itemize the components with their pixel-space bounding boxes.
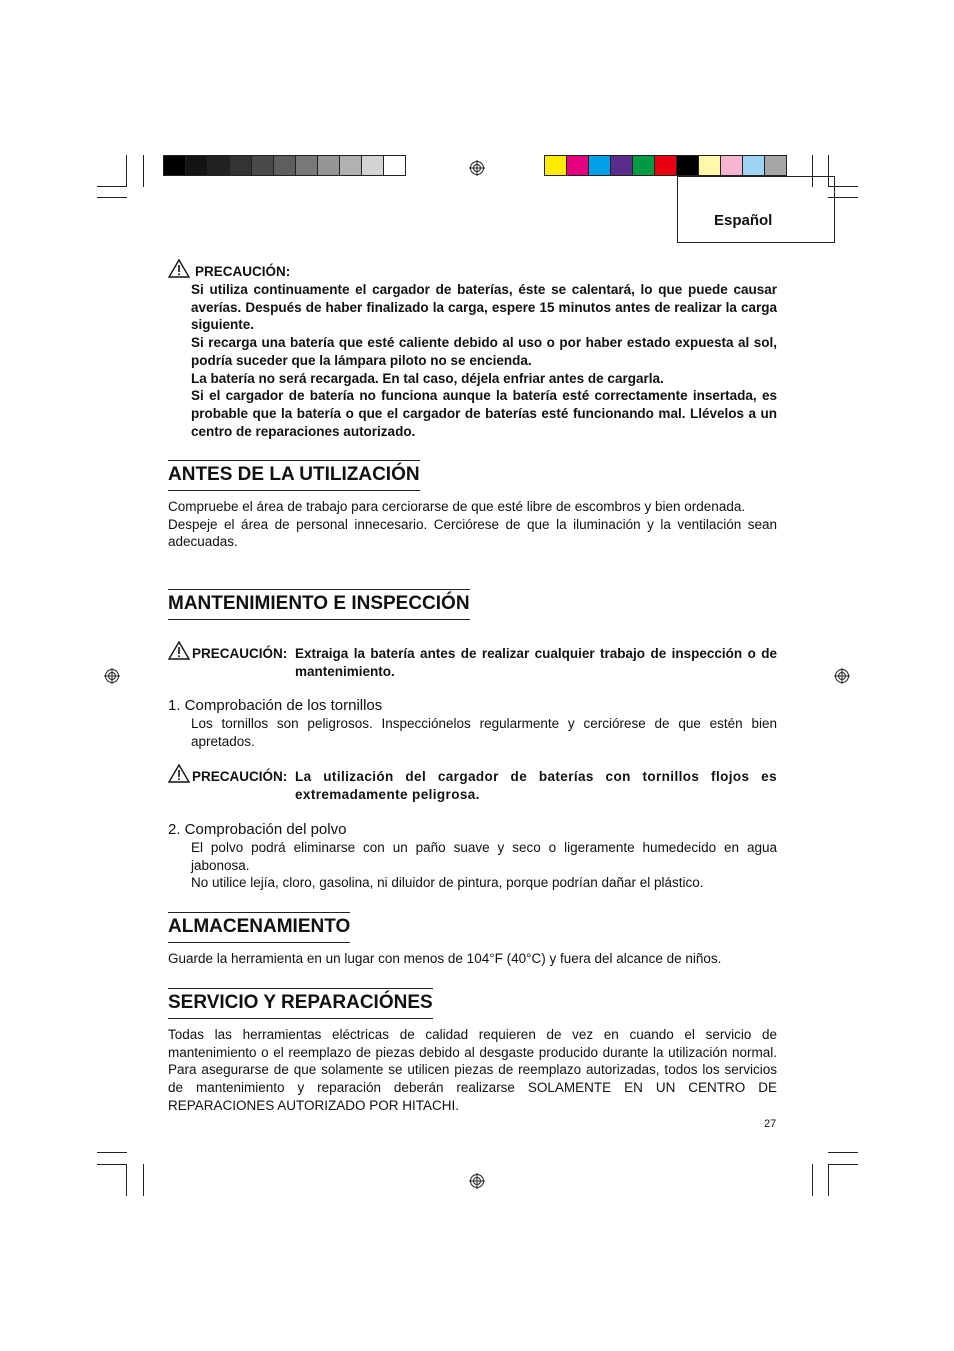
color-swatch — [566, 155, 589, 176]
registration-mark-icon — [469, 160, 485, 176]
color-swatch — [720, 155, 743, 176]
section-heading-mantenimiento: MANTENIMIENTO E INSPECCIÓN — [168, 589, 470, 620]
color-swatch — [698, 155, 721, 176]
page-number: 27 — [764, 1118, 777, 1130]
color-swatch — [654, 155, 677, 176]
section-heading-antes: ANTES DE LA UTILIZACIÓN — [168, 460, 420, 491]
section-heading-almacenamiento: ALMACENAMIENTO — [168, 912, 350, 943]
caution-label: PRECAUCIÓN: — [192, 769, 288, 784]
language-tab — [677, 176, 835, 243]
section-heading-servicio: SERVICIO Y REPARACIÓNES — [168, 988, 433, 1019]
color-swatch — [383, 155, 406, 176]
color-swatch — [610, 155, 633, 176]
color-swatch — [632, 155, 655, 176]
registration-mark-icon — [104, 668, 120, 684]
warning-triangle-icon — [168, 764, 190, 783]
color-swatch — [339, 155, 362, 176]
color-swatch — [185, 155, 208, 176]
color-swatch — [676, 155, 699, 176]
color-swatch — [207, 155, 230, 176]
body-paragraph: No utilice lejía, cloro, gasolina, ni diluidor de pintura, porque podrían dañar el plástico. — [191, 875, 704, 891]
caution-paragraph: Si utiliza continuamente el cargador de baterías, éste se calentará, lo que puede causar averías. Después de haber finalizado la carga, espere 15 minutos antes de realizar la carga siguiente. — [191, 282, 777, 333]
body-paragraph: Compruebe el área de trabajo para cerciorarse de que esté libre de escombros y bien ordenada. — [168, 499, 746, 514]
item-title-polvo: 2. Comprobación del polvo — [168, 821, 347, 838]
caution-text: La utilización del cargador de baterías con tornillos flojos es extremadamente peligrosa. — [295, 769, 777, 802]
language-label: Español — [714, 212, 773, 229]
almacenamiento-text: Guarde la herramienta en un lugar con menos de 104°F (40°C) y fuera del alcance de niños. — [168, 951, 722, 966]
warning-triangle-icon — [168, 259, 190, 278]
item-title-tornillos: 1. Comprobación de los tornillos — [168, 697, 383, 714]
registration-mark-icon — [469, 1173, 485, 1189]
caution-text — [191, 281, 777, 440]
color-swatch — [295, 155, 318, 176]
caution-label: PRECAUCIÓN: — [192, 646, 288, 661]
caution-paragraph: La batería no será recargada. En tal caso, déjela enfriar antes de cargarla. — [191, 370, 664, 386]
color-swatch — [588, 155, 611, 176]
caution-label: PRECAUCIÓN: — [195, 264, 291, 279]
color-swatch — [764, 155, 787, 176]
registration-mark-icon — [834, 668, 850, 684]
color-swatch — [544, 155, 567, 176]
color-swatch — [163, 155, 186, 176]
caution-text: Extraiga la batería antes de realizar cualquier trabajo de inspección o de mantenimiento. — [295, 646, 777, 679]
item-text-tornillos: Los tornillos son peligrosos. Inspecciónelos regularmente y cerciórese de que estén bien apretados. — [191, 716, 777, 749]
color-swatch — [251, 155, 274, 176]
color-swatch — [273, 155, 296, 176]
servicio-text: Todas las herramientas eléctricas de calidad requieren de vez en cuando el servicio de mantenimiento o el reemplazo de piezas debido al desgaste producido durante la utilización normal. Para asegurarse de que solamente se utilicen piezas de reemplazo autorizadas, todos los servicios de mantenimiento y reparación deberán realizarse SOLAMENTE EN UN CENTRO DE REPARACIONES AUTORIZADO POR HITACHI. — [168, 1027, 777, 1113]
color-swatch — [317, 155, 340, 176]
item-text-polvo — [191, 839, 777, 892]
color-swatch — [361, 155, 384, 176]
color-swatch — [742, 155, 765, 176]
caution-paragraph: Si el cargador de batería no funciona aunque la batería esté correctamente insertada, es probable que la batería o que el cargador de baterías esté funcionando mal. Llévelos a un centro de reparaciones autorizado. — [191, 388, 777, 439]
body-paragraph: El polvo podrá eliminarse con un paño suave y seco o ligeramente humedecido en agua jabonosa. — [191, 840, 777, 873]
caution-paragraph: Si recarga una batería que esté caliente debido al uso o por haber estado expuesta al sol, podría suceder que la lámpara piloto no se encienda. — [191, 335, 777, 368]
color-swatch — [229, 155, 252, 176]
antes-text — [168, 498, 777, 551]
body-paragraph: Despeje el área de personal innecesario. Cerciórese de que la iluminación y la ventilación sean adecuadas. — [168, 516, 777, 550]
warning-triangle-icon — [168, 641, 190, 660]
